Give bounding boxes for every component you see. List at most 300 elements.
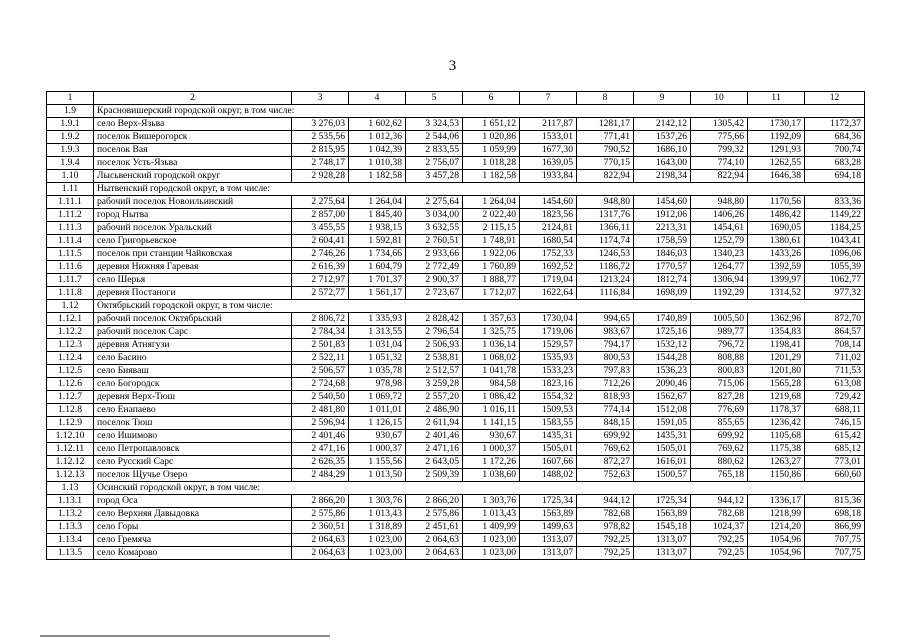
table-row [47, 235, 865, 248]
row-code: 1.12.6 [47, 378, 94, 391]
value-cell: 1 264,04 [463, 196, 520, 209]
settlement-name: деревня Атнягузи [94, 339, 292, 352]
settlement-name: город Нытва [94, 209, 292, 222]
row-code: 1.12.7 [47, 391, 94, 404]
row-code: 1.13.3 [47, 521, 94, 534]
value-cell: 1116,84 [577, 287, 634, 300]
value-cell: 2 900,37 [406, 274, 463, 287]
value-cell: 1313,07 [634, 534, 691, 547]
value-cell: 1505,01 [520, 443, 577, 456]
value-cell: 2 512,57 [406, 365, 463, 378]
value-cell: 792,25 [691, 547, 748, 560]
value-cell: 2 724,68 [292, 378, 349, 391]
value-cell: 1305,42 [691, 118, 748, 131]
row-code: 1.11.1 [47, 196, 94, 209]
value-cell: 1 041,78 [463, 365, 520, 378]
value-cell: 792,25 [577, 547, 634, 560]
value-cell: 1291,93 [748, 144, 805, 157]
value-cell: 769,62 [577, 443, 634, 456]
value-cell: 2 275,64 [406, 196, 463, 209]
value-cell: 1201,29 [748, 352, 805, 365]
group-row [47, 183, 865, 196]
value-cell: 1262,55 [748, 157, 805, 170]
value-cell: 1354,83 [748, 326, 805, 339]
scan-artifact-line [40, 635, 330, 637]
value-cell: 2 540,50 [292, 391, 349, 404]
value-cell: 822,94 [691, 170, 748, 183]
value-cell: 2 451,61 [406, 521, 463, 534]
value-cell: 978,82 [577, 521, 634, 534]
value-cell: 984,58 [463, 378, 520, 391]
row-code: 1.11.5 [47, 248, 94, 261]
value-cell: 699,92 [577, 430, 634, 443]
value-cell: 782,68 [577, 508, 634, 521]
value-cell: 1263,27 [748, 456, 805, 469]
value-cell: 800,53 [577, 352, 634, 365]
value-cell: 2 481,80 [292, 404, 349, 417]
value-cell: 978,98 [349, 378, 406, 391]
value-cell: 1565,28 [748, 378, 805, 391]
value-cell: 698,18 [805, 508, 865, 521]
value-cell: 1 000,37 [463, 443, 520, 456]
table-row [47, 313, 865, 326]
value-cell: 708,14 [805, 339, 865, 352]
value-cell: 1646,38 [748, 170, 805, 183]
value-cell: 2 064,63 [406, 547, 463, 560]
value-cell: 1 036,14 [463, 339, 520, 352]
value-cell: 1 264,04 [349, 196, 406, 209]
value-cell: 2 928,28 [292, 170, 349, 183]
value-cell: 2 471,16 [406, 443, 463, 456]
value-cell: 1 182,58 [463, 170, 520, 183]
column-header: 5 [406, 92, 463, 105]
table-row [47, 352, 865, 365]
row-code: 1.12.9 [47, 417, 94, 430]
row-code: 1.12.4 [47, 352, 94, 365]
value-cell: 1 303,76 [349, 495, 406, 508]
value-cell: 2 746,26 [292, 248, 349, 261]
value-cell: 1 561,17 [349, 287, 406, 300]
value-cell: 880,62 [691, 456, 748, 469]
table-row [47, 261, 865, 274]
table-row [47, 196, 865, 209]
value-cell: 2 401,46 [406, 430, 463, 443]
value-cell: 2 815,95 [292, 144, 349, 157]
value-cell: 1535,93 [520, 352, 577, 365]
value-cell: 1752,33 [520, 248, 577, 261]
value-cell: 1 069,72 [349, 391, 406, 404]
value-cell: 685,12 [805, 443, 865, 456]
value-cell: 1643,00 [634, 157, 691, 170]
row-code: 1.10 [47, 170, 94, 183]
value-cell: 2 784,34 [292, 326, 349, 339]
row-code: 1.13.2 [47, 508, 94, 521]
row-code: 1.13.4 [47, 534, 94, 547]
value-cell: 1692,52 [520, 261, 577, 274]
settlement-name: поселок Вая [94, 144, 292, 157]
table-row [47, 326, 865, 339]
value-cell: 2 772,49 [406, 261, 463, 274]
value-cell: 1500,57 [634, 469, 691, 482]
value-cell: 2 643,05 [406, 456, 463, 469]
value-cell: 700,74 [805, 144, 865, 157]
value-cell: 2 616,39 [292, 261, 349, 274]
value-cell: 1622,64 [520, 287, 577, 300]
value-cell: 2 760,51 [406, 235, 463, 248]
table-row [47, 456, 865, 469]
value-cell: 1562,67 [634, 391, 691, 404]
value-cell: 1201,80 [748, 365, 805, 378]
value-cell: 3 259,28 [406, 378, 463, 391]
value-cell: 1 020,86 [463, 131, 520, 144]
value-cell: 1005,50 [691, 313, 748, 326]
value-cell: 2 486,90 [406, 404, 463, 417]
value-cell: 2 575,86 [292, 508, 349, 521]
value-cell: 1933,84 [520, 170, 577, 183]
value-cell: 3 276,03 [292, 118, 349, 131]
value-cell: 2 572,77 [292, 287, 349, 300]
value-cell: 855,65 [691, 417, 748, 430]
table-row [47, 508, 865, 521]
row-code: 1.13.1 [47, 495, 94, 508]
settlement-name: Лысьвенский городской округ [94, 170, 292, 183]
value-cell: 1380,61 [748, 235, 805, 248]
value-cell: 729,42 [805, 391, 865, 404]
value-cell: 1096,06 [805, 248, 865, 261]
value-cell: 944,12 [577, 495, 634, 508]
value-cell: 2090,46 [634, 378, 691, 391]
value-cell: 1454,61 [691, 222, 748, 235]
value-cell: 2 723,67 [406, 287, 463, 300]
value-cell: 1 335,93 [349, 313, 406, 326]
settlement-name: поселок Усть-Язьва [94, 157, 292, 170]
value-cell: 1563,89 [520, 508, 577, 521]
value-cell: 3 632,55 [406, 222, 463, 235]
value-cell: 1054,96 [748, 534, 805, 547]
column-header: 11 [748, 92, 805, 105]
table-row [47, 209, 865, 222]
column-header: 7 [520, 92, 577, 105]
value-cell: 1 068,02 [463, 352, 520, 365]
value-cell: 822,94 [577, 170, 634, 183]
value-cell: 1 604,79 [349, 261, 406, 274]
row-code: 1.11 [47, 183, 94, 196]
value-cell: 1512,08 [634, 404, 691, 417]
value-cell: 797,83 [577, 365, 634, 378]
value-cell: 1024,37 [691, 521, 748, 534]
value-cell: 983,67 [577, 326, 634, 339]
value-cell: 615,42 [805, 430, 865, 443]
value-cell: 1055,39 [805, 261, 865, 274]
value-cell: 866,99 [805, 521, 865, 534]
value-cell: 1509,53 [520, 404, 577, 417]
row-code: 1.9 [47, 105, 94, 118]
value-cell: 792,25 [577, 534, 634, 547]
row-code: 1.11.4 [47, 235, 94, 248]
value-cell: 1 023,00 [463, 534, 520, 547]
value-cell: 1 013,43 [463, 508, 520, 521]
value-cell: 989,77 [691, 326, 748, 339]
column-header: 10 [691, 92, 748, 105]
value-cell: 1486,42 [748, 209, 805, 222]
settlement-name: село Бияваш [94, 365, 292, 378]
value-cell: 1 748,91 [463, 235, 520, 248]
value-cell: 1 059,99 [463, 144, 520, 157]
value-cell: 1532,12 [634, 339, 691, 352]
group-title: Красновишерский городской округ, в том числе: [94, 105, 865, 118]
value-cell: 2 575,86 [406, 508, 463, 521]
row-code: 1.12.11 [47, 443, 94, 456]
value-cell: 1433,26 [748, 248, 805, 261]
value-cell: 1725,34 [520, 495, 577, 508]
value-cell: 1170,56 [748, 196, 805, 209]
value-cell: 1730,17 [748, 118, 805, 131]
tariff-table [46, 91, 865, 560]
value-cell: 1062,77 [805, 274, 865, 287]
value-cell: 1 155,56 [349, 456, 406, 469]
value-cell: 1435,31 [634, 430, 691, 443]
value-cell: 2 401,46 [292, 430, 349, 443]
value-cell: 2 064,63 [406, 534, 463, 547]
value-cell: 765,18 [691, 469, 748, 482]
column-number-row [47, 92, 865, 105]
table-row [47, 521, 865, 534]
value-cell: 1 013,50 [349, 469, 406, 482]
value-cell: 1 922,06 [463, 248, 520, 261]
value-cell: 1105,68 [748, 430, 805, 443]
value-cell: 1 651,12 [463, 118, 520, 131]
table-row [47, 339, 865, 352]
value-cell: 1454,60 [520, 196, 577, 209]
value-cell: 1730,04 [520, 313, 577, 326]
settlement-name: рабочий поселок Новоильинский [94, 196, 292, 209]
value-cell: 1677,30 [520, 144, 577, 157]
value-cell: 1317,76 [577, 209, 634, 222]
value-cell: 1186,72 [577, 261, 634, 274]
value-cell: 977,32 [805, 287, 865, 300]
value-cell: 2 509,39 [406, 469, 463, 482]
row-code: 1.9.4 [47, 157, 94, 170]
value-cell: 1823,56 [520, 209, 577, 222]
value-cell: 1 000,37 [349, 443, 406, 456]
value-cell: 1192,29 [691, 287, 748, 300]
settlement-name: село Енапаево [94, 404, 292, 417]
value-cell: 1198,41 [748, 339, 805, 352]
group-title: Октябрьский городской округ, в том числе: [94, 300, 865, 313]
value-cell: 752,63 [577, 469, 634, 482]
table-row [47, 248, 865, 261]
value-cell: 944,12 [691, 495, 748, 508]
value-cell: 1740,89 [634, 313, 691, 326]
value-cell: 790,52 [577, 144, 634, 157]
value-cell: 1435,31 [520, 430, 577, 443]
value-cell: 848,15 [577, 417, 634, 430]
value-cell: 2117,87 [520, 118, 577, 131]
value-cell: 2 484,29 [292, 469, 349, 482]
value-cell: 1529,57 [520, 339, 577, 352]
value-cell: 694,18 [805, 170, 865, 183]
value-cell: 2 557,20 [406, 391, 463, 404]
column-header: 9 [634, 92, 691, 105]
value-cell: 1719,06 [520, 326, 577, 339]
value-cell: 1499,63 [520, 521, 577, 534]
value-cell: 1 038,60 [463, 469, 520, 482]
column-header: 8 [577, 92, 634, 105]
row-code: 1.13 [47, 482, 94, 495]
value-cell: 1533,01 [520, 131, 577, 144]
table-row [47, 144, 865, 157]
table-row [47, 469, 865, 482]
value-cell: 3 455,55 [292, 222, 349, 235]
value-cell: 1313,07 [634, 547, 691, 560]
value-cell: 2 626,35 [292, 456, 349, 469]
value-cell: 1719,04 [520, 274, 577, 287]
value-cell: 1313,07 [520, 547, 577, 560]
value-cell: 794,17 [577, 339, 634, 352]
value-cell: 2 712,97 [292, 274, 349, 287]
row-code: 1.9.1 [47, 118, 94, 131]
value-cell: 2 360,51 [292, 521, 349, 534]
value-cell: 2 756,07 [406, 157, 463, 170]
value-cell: 1 313,55 [349, 326, 406, 339]
row-code: 1.11.6 [47, 261, 94, 274]
value-cell: 711,53 [805, 365, 865, 378]
value-cell: 2213,31 [634, 222, 691, 235]
value-cell: 1 760,89 [463, 261, 520, 274]
row-code: 1.11.7 [47, 274, 94, 287]
value-cell: 1246,53 [577, 248, 634, 261]
row-code: 1.12.12 [47, 456, 94, 469]
value-cell: 2 796,54 [406, 326, 463, 339]
value-cell: 1 035,78 [349, 365, 406, 378]
value-cell: 1812,74 [634, 274, 691, 287]
column-header: 3 [292, 92, 349, 105]
value-cell: 948,80 [691, 196, 748, 209]
group-title: Нытвенский городской округ, в том числе: [94, 183, 865, 196]
group-row [47, 482, 865, 495]
value-cell: 2 471,16 [292, 443, 349, 456]
value-cell: 2 064,63 [292, 534, 349, 547]
row-code: 1.12 [47, 300, 94, 313]
value-cell: 1607,66 [520, 456, 577, 469]
value-cell: 1 357,63 [463, 313, 520, 326]
value-cell: 1 042,39 [349, 144, 406, 157]
column-header: 1 [47, 92, 94, 105]
group-row [47, 300, 865, 313]
settlement-name: село Верх-Язьва [94, 118, 292, 131]
value-cell: 712,26 [577, 378, 634, 391]
value-cell: 1306,94 [691, 274, 748, 287]
settlement-name: поселок Щучье Озеро [94, 469, 292, 482]
table-row [47, 547, 865, 560]
table-row [47, 287, 865, 300]
settlement-name: село Петропавловск [94, 443, 292, 456]
value-cell: 930,67 [463, 430, 520, 443]
value-cell: 1725,34 [634, 495, 691, 508]
value-cell: 1184,25 [805, 222, 865, 235]
table-row [47, 157, 865, 170]
value-cell: 2 022,40 [463, 209, 520, 222]
value-cell: 2 806,72 [292, 313, 349, 326]
column-header: 6 [463, 92, 520, 105]
value-cell: 1 086,42 [463, 391, 520, 404]
value-cell: 2 611,94 [406, 417, 463, 430]
value-cell: 1533,23 [520, 365, 577, 378]
value-cell: 1150,86 [748, 469, 805, 482]
value-cell: 1545,18 [634, 521, 691, 534]
value-cell: 994,65 [577, 313, 634, 326]
table-row [47, 365, 865, 378]
value-cell: 2142,12 [634, 118, 691, 131]
value-cell: 707,75 [805, 534, 865, 547]
value-cell: 2 544,06 [406, 131, 463, 144]
table-row [47, 274, 865, 287]
value-cell: 818,93 [577, 391, 634, 404]
value-cell: 1616,01 [634, 456, 691, 469]
settlement-name: деревня Верх-Тюш [94, 391, 292, 404]
value-cell: 775,66 [691, 131, 748, 144]
value-cell: 1213,24 [577, 274, 634, 287]
table-row [47, 443, 865, 456]
value-cell: 1314,52 [748, 287, 805, 300]
value-cell: 2 748,17 [292, 157, 349, 170]
value-cell: 1054,96 [748, 547, 805, 560]
value-cell: 827,28 [691, 391, 748, 404]
value-cell: 1392,59 [748, 261, 805, 274]
value-cell: 1 592,81 [349, 235, 406, 248]
column-header: 2 [94, 92, 292, 105]
value-cell: 1236,42 [748, 417, 805, 430]
value-cell: 1362,96 [748, 313, 805, 326]
value-cell: 1725,16 [634, 326, 691, 339]
value-cell: 684,36 [805, 131, 865, 144]
value-cell: 1563,89 [634, 508, 691, 521]
group-row [47, 105, 865, 118]
value-cell: 2 535,56 [292, 131, 349, 144]
value-cell: 1554,32 [520, 391, 577, 404]
value-cell: 1 018,28 [463, 157, 520, 170]
settlement-name: село Басино [94, 352, 292, 365]
settlement-name: село Гремяча [94, 534, 292, 547]
group-title: Осинский городской округ, в том числе: [94, 482, 865, 495]
value-cell: 792,25 [691, 534, 748, 547]
settlement-name: село Богородск [94, 378, 292, 391]
value-cell: 1 013,43 [349, 508, 406, 521]
value-cell: 799,32 [691, 144, 748, 157]
settlement-name: село Верхняя Давыдовка [94, 508, 292, 521]
value-cell: 1770,57 [634, 261, 691, 274]
row-code: 1.12.3 [47, 339, 94, 352]
value-cell: 2 833,55 [406, 144, 463, 157]
value-cell: 864,57 [805, 326, 865, 339]
value-cell: 613,08 [805, 378, 865, 391]
value-cell: 3 034,00 [406, 209, 463, 222]
settlement-name: село Комарово [94, 547, 292, 560]
settlement-name: деревня Нижняя Гаревая [94, 261, 292, 274]
value-cell: 2 857,00 [292, 209, 349, 222]
settlement-name: поселок Тюш [94, 417, 292, 430]
row-code: 1.11.8 [47, 287, 94, 300]
value-cell: 1 126,15 [349, 417, 406, 430]
row-code: 1.12.2 [47, 326, 94, 339]
settlement-name: село Горы [94, 521, 292, 534]
settlement-name: рабочий поселок Уральский [94, 222, 292, 235]
value-cell: 1 141,15 [463, 417, 520, 430]
column-header: 4 [349, 92, 406, 105]
value-cell: 1 888,77 [463, 274, 520, 287]
value-cell: 872,70 [805, 313, 865, 326]
value-cell: 800,83 [691, 365, 748, 378]
